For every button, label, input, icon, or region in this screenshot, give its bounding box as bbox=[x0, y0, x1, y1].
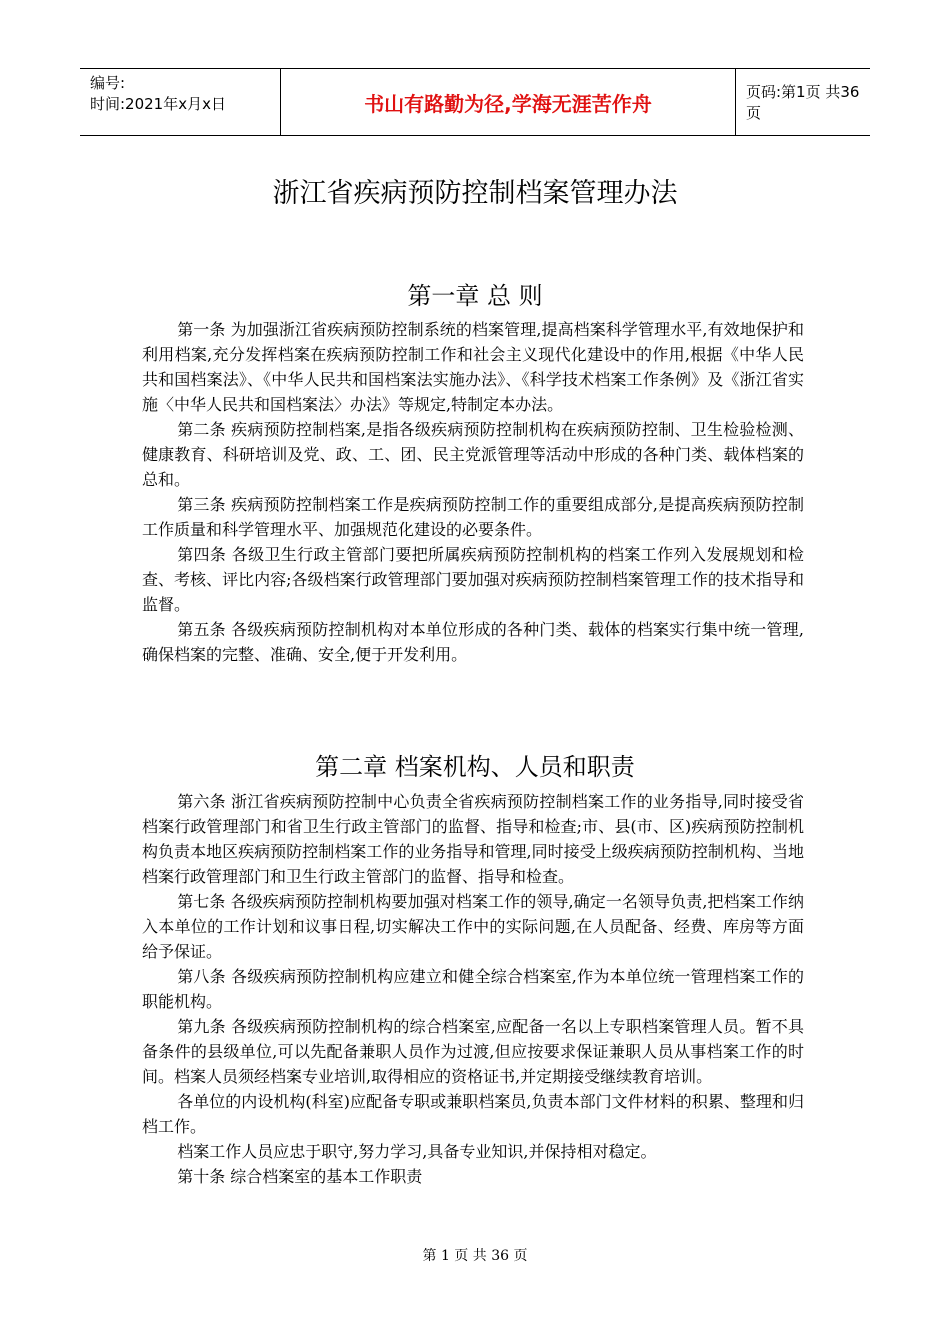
header-page-number: 页码:第1页 共36页 bbox=[746, 83, 860, 122]
article-9: 第九条 各级疾病预防控制机构的综合档案室,应配备一名以上专职档案管理人员。暂不具备条件的县级单位,可以先配备兼职人员作为过渡,但应按要求保证兼职人员从事档案工作的时间。档案人员须经档案专业培训,取得相应的资格证书,并定期接受继续教育培训。 bbox=[142, 1017, 804, 1086]
article-9-paragraph-3: 档案工作人员应忠于职守,努力学习,具备专业知识,并保持相对稳定。 bbox=[177, 1142, 657, 1161]
chapter-2-body bbox=[142, 789, 804, 1189]
header-page-cell bbox=[736, 69, 870, 135]
page-header bbox=[80, 68, 870, 136]
article-8: 第八条 各级疾病预防控制机构应建立和健全综合档案室,作为本单位统一管理档案工作的职能机构。 bbox=[142, 967, 804, 1011]
article-10: 第十条 综合档案室的基本工作职责 bbox=[177, 1167, 423, 1186]
article-9-paragraph-2: 各单位的内设机构(科室)应配备专职或兼职档案员,负责本部门文件材料的积累、整理和归档工作。 bbox=[142, 1092, 804, 1136]
document-number-label: 编号: bbox=[90, 74, 126, 92]
article-2: 第二条 疾病预防控制档案,是指各级疾病预防控制机构在疾病预防控制、卫生检验检测、健康教育、科研培训及党、政、工、团、民主党派管理等活动中形成的各种门类、载体档案的总和。 bbox=[142, 420, 804, 489]
chapter-1-body bbox=[142, 317, 804, 667]
chapter-1-title: 第一章 总 则 bbox=[407, 282, 543, 310]
document-title: 浙江省疾病预防控制档案管理办法 bbox=[272, 178, 678, 209]
article-4: 第四条 各级卫生行政主管部门要把所属疾病预防控制机构的档案工作列入发展规划和检查、考核、评比内容;各级档案行政管理部门要加强对疾病预防控制档案管理工作的技术指导和监督。 bbox=[142, 545, 804, 614]
header-motto-cell bbox=[280, 69, 736, 135]
document-date: 时间:2021年x月x日 bbox=[90, 95, 226, 113]
header-meta bbox=[80, 69, 280, 135]
article-5: 第五条 各级疾病预防控制机构对本单位形成的各种门类、载体的档案实行集中统一管理,确保档案的完整、准确、安全,便于开发利用。 bbox=[142, 620, 804, 664]
article-6: 第六条 浙江省疾病预防控制中心负责全省疾病预防控制档案工作的业务指导,同时接受省档案行政管理部门和省卫生行政主管部门的监督、指导和检查;市、县(市、区)疾病预防控制机构负责本地区疾病预防控制档案工作的业务指导和管理,同时接受上级疾病预防控制机构、当地档案行政管理部门和卫生行政主管部门的监督、指导和检查。 bbox=[142, 792, 804, 886]
header-motto: 书山有路勤为径,学海无涯苦作舟 bbox=[364, 91, 652, 116]
article-7: 第七条 各级疾病预防控制机构要加强对档案工作的领导,确定一名领导负责,把档案工作纳入本单位的工作计划和议事日程,切实解决工作中的实际问题,在人员配备、经费、库房等方面给予保证。 bbox=[142, 892, 804, 961]
article-1: 第一条 为加强浙江省疾病预防控制系统的档案管理,提高档案科学管理水平,有效地保护和利用档案,充分发挥档案在疾病预防控制工作和社会主义现代化建设中的作用,根据《中华人民共和国档案法》、《中华人民共和国档案法实施办法》、《科学技术档案工作条例》及《浙江省实施〈中华人民共和国档案法〉办法》等规定,特制定本办法。 bbox=[142, 320, 804, 414]
page-footer: 第 1 页 共 36 页 bbox=[422, 1248, 528, 1264]
chapter-2-title: 第二章 档案机构、人员和职责 bbox=[315, 753, 635, 781]
article-3: 第三条 疾病预防控制档案工作是疾病预防控制工作的重要组成部分,是提高疾病预防控制工作质量和科学管理水平、加强规范化建设的必要条件。 bbox=[142, 495, 804, 539]
